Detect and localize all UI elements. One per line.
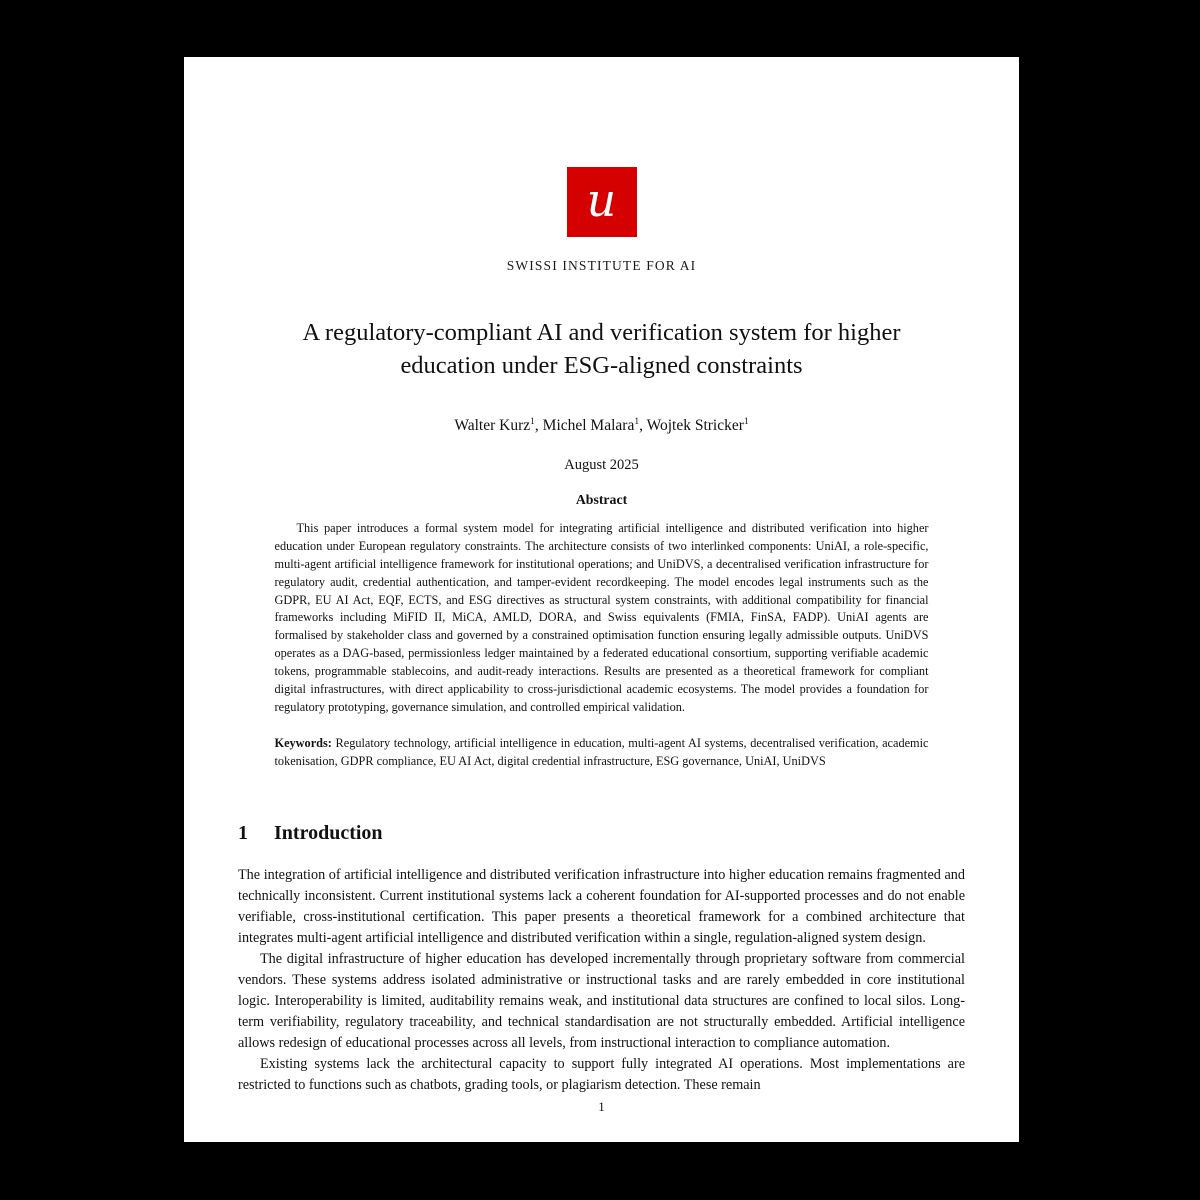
- publication-date: August 2025: [564, 456, 639, 473]
- section-title: Introduction: [274, 821, 383, 844]
- author-0-affiliation-marker: 1: [530, 416, 535, 427]
- page-number: 1: [598, 1099, 605, 1114]
- abstract-heading: Abstract: [575, 491, 628, 507]
- author-2-affiliation-marker: 1: [743, 416, 749, 427]
- masthead: [184, 57, 1019, 274]
- body-paragraph: The digital infrastructure of higher education has developed incrementally through proprietary software from commercial vendors. These systems address isolated administrative or instructional tasks and are rarely embedded in core institutional logic. Interoperability is limited, auditability remains weak, and institutional data structures are confined to local silos. Long-term verifiability, regulatory traceability, and technical standardisation are not structurally embedded. Artificial intelligence allows redesign of educational processes across all levels, from instructional interaction to compliance automation.: [238, 950, 965, 1051]
- body-paragraph: The integration of artificial intelligence and distributed verification infrastructure into higher education remains fragmented and technically inconsistent. Current institutional systems lack a coherent foundation for AI-supported processes and do not enable verifiable, cross-institutional certification. This paper presents a theoretical framework for a combined architecture that integrates multi-agent artificial intelligence and distributed verification within a single, regulation-aligned system design.: [238, 866, 965, 946]
- abstract-text: This paper introduces a formal system model for integrating artificial intelligence and distributed verification into higher education under European regulatory constraints. The architecture consists of two interlinked components: UniAI, a role-specific, multi-agent artificial intelligence framework for institutional operations; and UniDVS, a decentralised verification infrastructure for regulatory audit, credential authentication, and tamper-evident recordkeeping. The model encodes legal instruments such as the GDPR, EU AI Act, EQF, ECTS, and ESG directives as structural system constraints, with additional compatibility for financial frameworks including MiFID II, MiCA, AMLD, DORA, and Swiss equivalents (FMIA, FinSA, FADP). UniAI agents are formalised by stakeholder class and governed by a constrained optimisation function ensuring legally admissible outputs. UniDVS operates as a DAG-based, permissionless ledger maintained by a federated educational consortium, supporting verifiable academic tokens, programmable stablecoins, and audit-ready interactions. Results are presented as a theoretical framework for compliant digital infrastructures, with direct applicability to cross-jurisdictional academic ecosystems. The model provides a foundation for regulatory prototyping, governance simulation, and controlled empirical validation.: [274, 520, 929, 714]
- author-list: [184, 417, 1019, 435]
- document-page: [184, 57, 1019, 1142]
- author-separator-0: ,: [534, 416, 543, 434]
- author-2: Wojtek Stricker$^1$: [646, 416, 749, 434]
- keywords-label: Keywords:: [274, 735, 332, 750]
- author-1: Michel Malara$^1$: [542, 416, 640, 434]
- section-body: [238, 865, 965, 1096]
- section-number: 1: [238, 821, 248, 844]
- author-separator-1: ,: [639, 416, 647, 434]
- keywords-block: [275, 735, 929, 771]
- logo-letter-u: u: [586, 173, 617, 227]
- abstract-section: [275, 492, 929, 771]
- page-title: A regulatory-compliant AI and verification system for higher education under ESG-aligned constraints: [302, 319, 901, 379]
- body-paragraph: Existing systems lack the architectural capacity to support fully integrated AI operations. Most implementations are restricted to functions such as chatbots, grading tools, or plagiarism detection. These remain: [238, 1055, 965, 1093]
- section-heading-introduction: [238, 822, 1019, 845]
- institute-name: SWISSI INSTITUTE FOR AI: [506, 258, 697, 273]
- author-1-affiliation-marker: 1: [634, 416, 640, 427]
- author-0: Walter Kurz$^1$: [454, 416, 535, 434]
- keywords-text: Regulatory technology, artificial intelligence in education, multi-agent AI systems, decentralised verification, academic tokenisation, GDPR compliance, EU AI Act, digital credential infrastructure, ESG governance, UniAI, UniDVS: [274, 735, 929, 768]
- swissi-logo-icon: [567, 167, 637, 237]
